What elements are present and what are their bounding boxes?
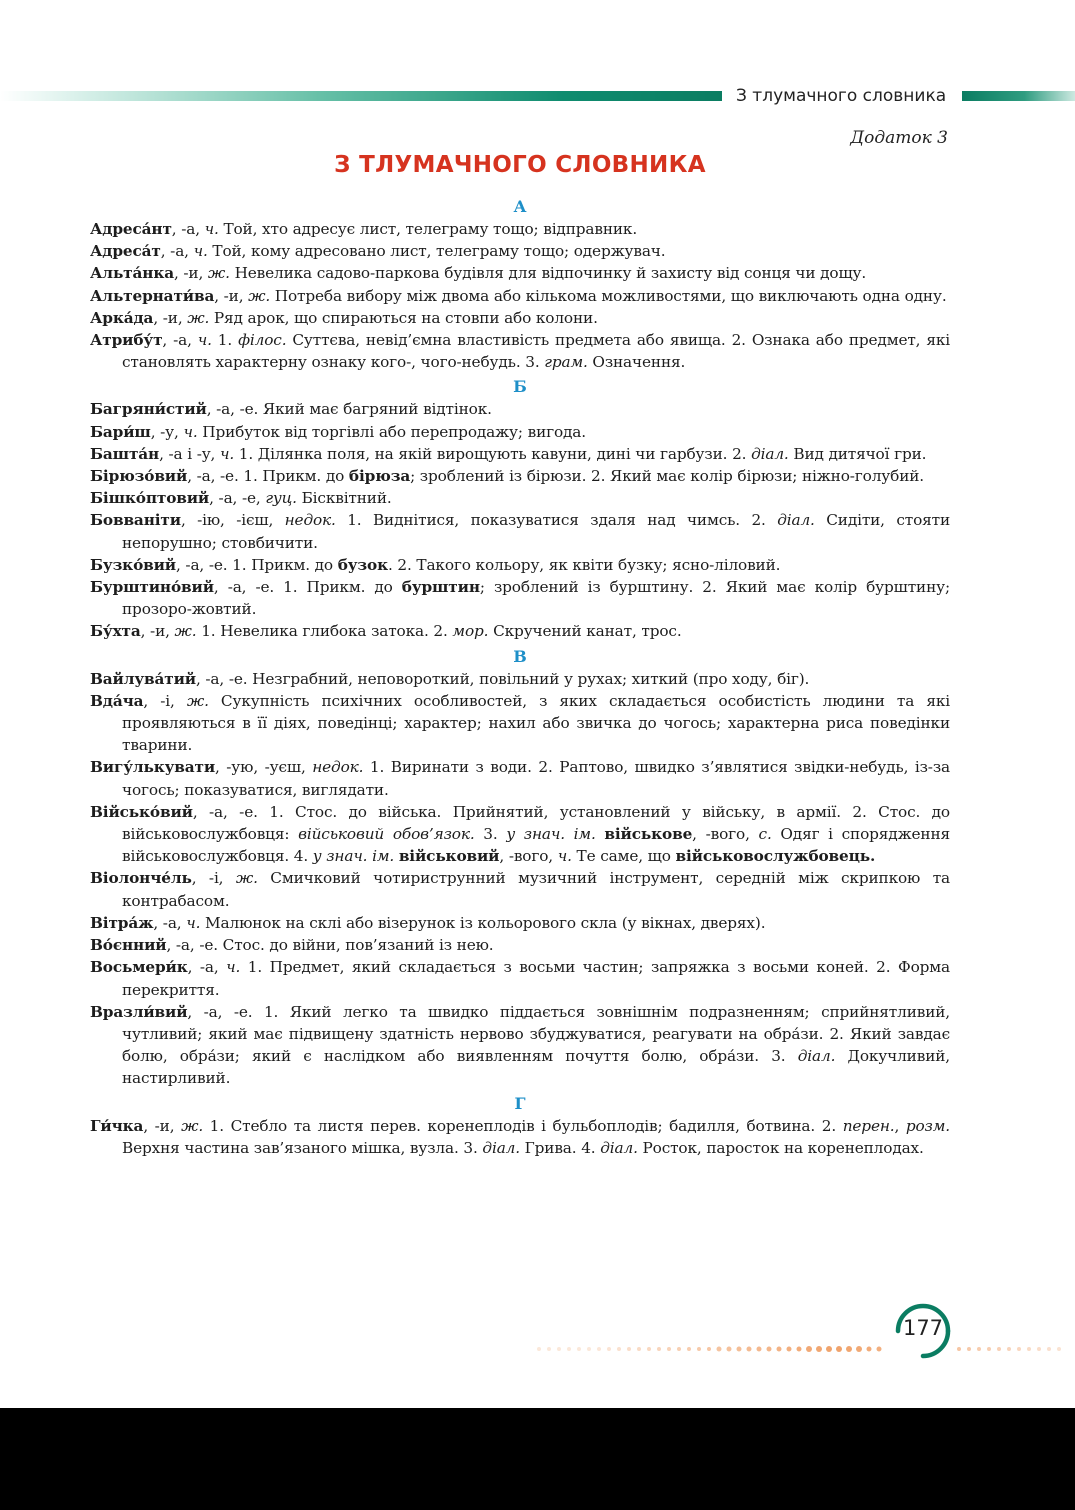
- definition-text: , -а,: [187, 958, 227, 977]
- grammar-label: ч.: [197, 331, 212, 350]
- definition-text: , -а,: [160, 242, 194, 261]
- grammar-label: ж.: [186, 691, 209, 710]
- footer-dot: [1037, 1347, 1041, 1351]
- definition-text: , -а, -е. Незграбний, неповороткий, повільний у рухах; хиткий (про ходу, біг).: [195, 669, 810, 688]
- definition-text: Одяг і спорядження військовослужбовця. 4.: [122, 825, 950, 866]
- footer-dot: [717, 1347, 722, 1352]
- footer-dot: [587, 1347, 591, 1351]
- grammar-label: ч.: [219, 444, 235, 463]
- dictionary-entry: [90, 487, 950, 509]
- footer-dots-decoration: [535, 1343, 1075, 1355]
- definition-text: , -а, -е. 1. Прикм. до: [176, 555, 338, 574]
- footer-dot: [537, 1347, 541, 1351]
- definition-text: Потреба вибору між двома або кількома можливостями, що виключають одна одну.: [270, 286, 947, 305]
- grammar-label: ч.: [204, 220, 219, 238]
- definition-text: , -а, -е. 1. Прикм. до: [187, 467, 349, 486]
- definition-text: 1.: [211, 331, 239, 350]
- dictionary-entry: [90, 421, 950, 443]
- definition-text: Той, кому адресовано лист, телеграму тощо; одержувач.: [207, 242, 666, 261]
- cross-reference: бірюза: [348, 467, 411, 486]
- dictionary-entry: [90, 1115, 950, 1159]
- footer-dot: [707, 1347, 711, 1351]
- footer-dot: [1007, 1347, 1011, 1351]
- grammar-label: розм.: [905, 1116, 950, 1135]
- section-letter: А: [513, 197, 527, 216]
- definition-text: , -а,: [153, 913, 187, 932]
- definition-text: , -а, -е,: [209, 489, 266, 508]
- dictionary-entry: [90, 240, 950, 262]
- grammar-label: діал.: [777, 511, 815, 530]
- grammar-label: ч.: [226, 958, 241, 977]
- headword: Альтернати́ва: [90, 286, 215, 305]
- headword: Вигу́лькувати: [90, 758, 216, 777]
- page-title: З ТЛУМАЧНОГО СЛОВНИКА: [334, 152, 706, 178]
- definition-text: 3.: [474, 825, 507, 844]
- footer-dot: [567, 1347, 571, 1351]
- footer-dot: [767, 1347, 772, 1352]
- appendix-label: Додаток 3: [850, 128, 948, 148]
- grammar-label: ж.: [187, 308, 210, 327]
- definition-text: Невелика садово-паркова будівля для відпочинку й захисту від сонця чи дощу.: [229, 264, 867, 283]
- dictionary-entry: [90, 218, 950, 240]
- footer-dot: [977, 1347, 981, 1351]
- footer-dot: [957, 1347, 961, 1351]
- footer-dot: [816, 1346, 822, 1352]
- footer-dot: [627, 1347, 631, 1351]
- grammar-label: перен.: [842, 1116, 895, 1135]
- definition-text: , -а, -е. 1. Стос. до війська. Прийнятий, установлений у війську, в армії. 2. Стос. до військовослужбовця:: [122, 802, 950, 844]
- dictionary-entry: [90, 576, 950, 620]
- grammar-label: ж.: [248, 286, 271, 305]
- definition-text: , -вого,: [499, 847, 558, 866]
- definition-text: Вид дитячої гри.: [788, 444, 927, 463]
- footer-dot: [797, 1347, 802, 1352]
- definition-text: 1. Предмет, який складається з восьми частин; запряжка з восьми коней. 2. Форма перекриття.: [122, 958, 950, 999]
- definition-text: , -и,: [214, 286, 249, 305]
- footer-dot: [577, 1347, 581, 1351]
- grammar-label: ч.: [186, 913, 201, 932]
- definition-text: Докучливий, настирливий.: [122, 1047, 950, 1088]
- headword: Вда́ча: [90, 691, 144, 710]
- grammar-label: діал.: [482, 1138, 520, 1157]
- grammar-label: діал.: [751, 444, 789, 463]
- headword: Вайлува́тий: [90, 669, 196, 688]
- footer-dot: [1017, 1347, 1021, 1351]
- dictionary-entry: [90, 801, 950, 868]
- grammar-label: грам.: [544, 353, 588, 372]
- dictionary-entry: [90, 934, 950, 956]
- definition-text: Смичковий чотириструнний музичний інструмент, середній між скрипкою та контрабасом.: [122, 869, 950, 910]
- definition-text: ; зроблений із бірюзи. 2. Який має колір бірюзи; ніжно-голубий.: [410, 467, 925, 486]
- definition-text: 1. Виднітися, показуватися здаля над чимсь. 2.: [335, 511, 778, 530]
- footer-dot: [607, 1347, 611, 1351]
- definition-text: 1. Ділянка поля, на якій вирощують кавуни, дині чи гарбузи. 2.: [234, 444, 752, 463]
- footer-dot: [637, 1347, 641, 1351]
- headword: Альта́нка: [90, 264, 174, 283]
- footer-dot: [997, 1347, 1001, 1351]
- footer-dot: [597, 1347, 601, 1351]
- cross-reference: бузок: [337, 555, 388, 574]
- footer-dot: [846, 1346, 852, 1352]
- definition-text: Прибуток від торгівлі або перепродажу; вигода.: [197, 422, 586, 441]
- definition-text: , -а, -е. Стос. до війни, пов’язаний із нею.: [166, 936, 494, 955]
- page-number: 177: [902, 1316, 944, 1340]
- definition-text: , -а, -е. 1. Прикм. до: [213, 578, 402, 597]
- definition-text: ,: [894, 1116, 906, 1135]
- footer-dot: [617, 1347, 621, 1351]
- definition-text: Грива. 4.: [519, 1138, 601, 1157]
- grammar-label: діал.: [600, 1138, 638, 1157]
- headword: Восьмери́к: [90, 958, 188, 977]
- definition-text: Росток, паросток на коренеплодах.: [637, 1138, 924, 1157]
- headword: Башта́н: [90, 444, 160, 463]
- grammar-label: недок.: [284, 511, 336, 530]
- grammar-label: ж.: [174, 622, 197, 641]
- headword: Адреса́т: [90, 242, 161, 261]
- definition-text: , -а, -е. Який має багряний відтінок.: [206, 400, 492, 419]
- footer-dot: [777, 1347, 782, 1352]
- definition-text: , -и,: [153, 308, 188, 327]
- footer-dot: [1057, 1347, 1061, 1351]
- dictionary-entry: [90, 690, 950, 757]
- definition-text: ; зроблений із бурштину. 2. Який має колір бурштину; прозоро-жовтий.: [122, 578, 950, 619]
- dictionary-entry: [90, 756, 950, 800]
- definition-text: Малюнок на склі або візерунок із кольорового скла (у вікнах, дверях).: [200, 913, 766, 932]
- grammar-label: діал.: [797, 1047, 836, 1066]
- footer-dot: [836, 1346, 842, 1352]
- footer-dot: [1027, 1347, 1031, 1351]
- cross-reference: військове: [604, 825, 693, 844]
- dictionary-entry: [90, 554, 950, 576]
- footer-dot: [737, 1347, 742, 1352]
- headword: Ги́чка: [90, 1116, 144, 1135]
- footer-dot: [697, 1347, 701, 1351]
- definition-text: 1. Стебло та листя перев. коренеплодів і бульбоплодів; бадилля, ботвина. 2.: [203, 1116, 843, 1135]
- grammar-label: ж.: [181, 1116, 204, 1135]
- grammar-label: ж.: [235, 869, 258, 888]
- definition-text: Суттєва, невід’ємна властивість предмета або явища. 2. Ознака або предмет, які становлять характерну ознаку кого-, чого-небудь. 3.: [122, 331, 950, 372]
- definition-text: Сукупність психічних особливостей, з яких складається особистість людини та які проявляються в її діях, поведінці; характер; нахил або звичка до чогось; характерна риса поведінки тварини.: [122, 691, 950, 755]
- definition-text: 1. Невелика глибока затока. 2.: [196, 622, 453, 641]
- headword: Бурштино́вий: [90, 578, 214, 597]
- headword: Віолонче́ль: [90, 869, 192, 888]
- definition-text: Означення.: [587, 353, 686, 372]
- dictionary-entry: [90, 285, 950, 307]
- definition-text: , -а і -у,: [159, 444, 220, 463]
- footer-dot: [1047, 1347, 1051, 1351]
- section-letter: Б: [513, 377, 527, 397]
- headword: Багряни́стий: [90, 400, 207, 419]
- header-rule-left: [0, 91, 722, 101]
- definition-text: , -и,: [143, 1116, 182, 1135]
- grammar-label: у знач. ім.: [506, 825, 596, 844]
- dictionary-entry: [90, 307, 950, 329]
- footer-dot: [647, 1347, 651, 1351]
- grammar-label: ч.: [557, 847, 572, 866]
- page-number-badge: [892, 1300, 954, 1362]
- definition-text: . 2. Такого кольору, як квіти бузку; ясно-ліловий.: [387, 555, 781, 574]
- footer-dot: [826, 1346, 832, 1352]
- footer-dot: [806, 1346, 812, 1352]
- definition-text: Скручений канат, трос.: [488, 622, 682, 641]
- footer-dot: [727, 1347, 732, 1352]
- definition-text: Верхня частина зав’язаного мішка, вузла. 3.: [122, 1138, 483, 1157]
- definition-text: Сидіти, стояти непорушно; стовбичити.: [122, 511, 950, 552]
- definition-text: , -ію, -ієш,: [180, 511, 285, 530]
- section-letter: В: [513, 646, 527, 666]
- footer-dot: [787, 1347, 792, 1352]
- definition-text: , -і,: [143, 691, 187, 710]
- dictionary-entry: [90, 262, 950, 284]
- footer-dot: [547, 1347, 551, 1351]
- definition-text: Те саме, що: [571, 847, 676, 866]
- definition-text: , -вого,: [692, 825, 759, 844]
- headword: Бари́ш: [90, 422, 151, 441]
- grammar-label: недок.: [312, 758, 364, 777]
- headword: Вразли́вий: [90, 1002, 188, 1021]
- definition-text: Бісквітний.: [296, 489, 392, 508]
- dictionary-entry: [90, 867, 950, 911]
- headword: Бовваніти: [90, 511, 181, 530]
- header-rule-right: [962, 91, 1075, 101]
- grammar-label: у знач. ім.: [312, 847, 395, 866]
- grammar-label: с.: [758, 825, 772, 844]
- dictionary-entry: [90, 956, 950, 1000]
- footer-dot: [987, 1347, 991, 1351]
- grammar-label: філос.: [238, 331, 287, 350]
- definition-text: , -і,: [191, 869, 236, 888]
- footer-dot: [557, 1347, 561, 1351]
- footer-dot: [757, 1347, 762, 1352]
- footer-dot: [856, 1346, 862, 1352]
- dictionary-entries: [90, 196, 950, 1159]
- headword: Во́єнний: [90, 936, 167, 955]
- dictionary-entry: [90, 465, 950, 487]
- definition-text: Ряд арок, що спираються на стовпи або колони.: [209, 308, 598, 327]
- headword: Бірюзо́вий: [90, 467, 188, 486]
- headword: Арка́да: [90, 308, 154, 327]
- headword: Бішко́птовий: [90, 489, 210, 508]
- definition-text: , -а, -е. 1. Який легко та швидко піддається зовнішнім подразненням; сприйнятливий, чутливий; який має підвищену здатність нервово збуджуватися, реагувати на обра́зи. 2. Який завдає болю, обра́зи; який є наслідком або виявленням почуття болю, обра́зи. 3.: [122, 1002, 950, 1066]
- definition-text: , -а,: [162, 331, 198, 350]
- dictionary-entry: [90, 443, 950, 465]
- footer-dot: [677, 1347, 681, 1351]
- headword: Бузко́вий: [90, 555, 176, 574]
- grammar-label: мор.: [452, 622, 489, 641]
- dictionary-entry: [90, 668, 950, 690]
- footer-dot: [877, 1347, 882, 1352]
- definition-text: , -и,: [173, 264, 208, 283]
- dictionary-entry: [90, 329, 950, 373]
- footer-dot: [867, 1347, 872, 1352]
- dictionary-entry: [90, 398, 950, 420]
- footer-dot: [747, 1347, 752, 1352]
- headword: Атрибу́т: [90, 331, 163, 350]
- definition-text: , -а,: [171, 220, 205, 238]
- headword: Військо́вий: [90, 802, 193, 821]
- footer-dot: [657, 1347, 661, 1351]
- grammar-label: військовий обов’язок.: [298, 825, 475, 844]
- section-letter: Г: [514, 1093, 526, 1113]
- grammar-label: ч.: [183, 422, 198, 441]
- dictionary-entry: [90, 912, 950, 934]
- definition-text: , -у,: [150, 422, 184, 441]
- definition-text: , -ую, -уєш,: [215, 758, 313, 777]
- grammar-label: ч.: [193, 242, 208, 261]
- footer-dot: [967, 1347, 971, 1351]
- headword: Вітра́ж: [90, 913, 154, 932]
- cross-reference: бурштин: [401, 578, 480, 597]
- definition-text: 1. Виринати з води. 2. Раптово, швидко з’являтися звідки-небудь, із-за чогось; показуватися, виглядати.: [122, 758, 950, 799]
- footer-dot: [667, 1347, 671, 1351]
- dictionary-entry: [90, 1001, 950, 1090]
- headword: Адреса́нт: [90, 220, 172, 238]
- dictionary-entry: [90, 509, 950, 553]
- grammar-label: гуц.: [265, 489, 297, 508]
- grammar-label: ж.: [207, 264, 230, 283]
- dictionary-entry: [90, 620, 950, 642]
- cross-reference: військовий: [398, 847, 500, 866]
- footer-dot: [687, 1347, 691, 1351]
- definition-text: , -и,: [140, 622, 175, 641]
- definition-text: Той, хто адресує лист, телеграму тощо; відправник.: [218, 220, 638, 238]
- cross-reference: військовослужбовець.: [675, 847, 876, 866]
- running-head: З тлумачного словника: [736, 86, 947, 106]
- headword: Бу́хта: [90, 622, 141, 641]
